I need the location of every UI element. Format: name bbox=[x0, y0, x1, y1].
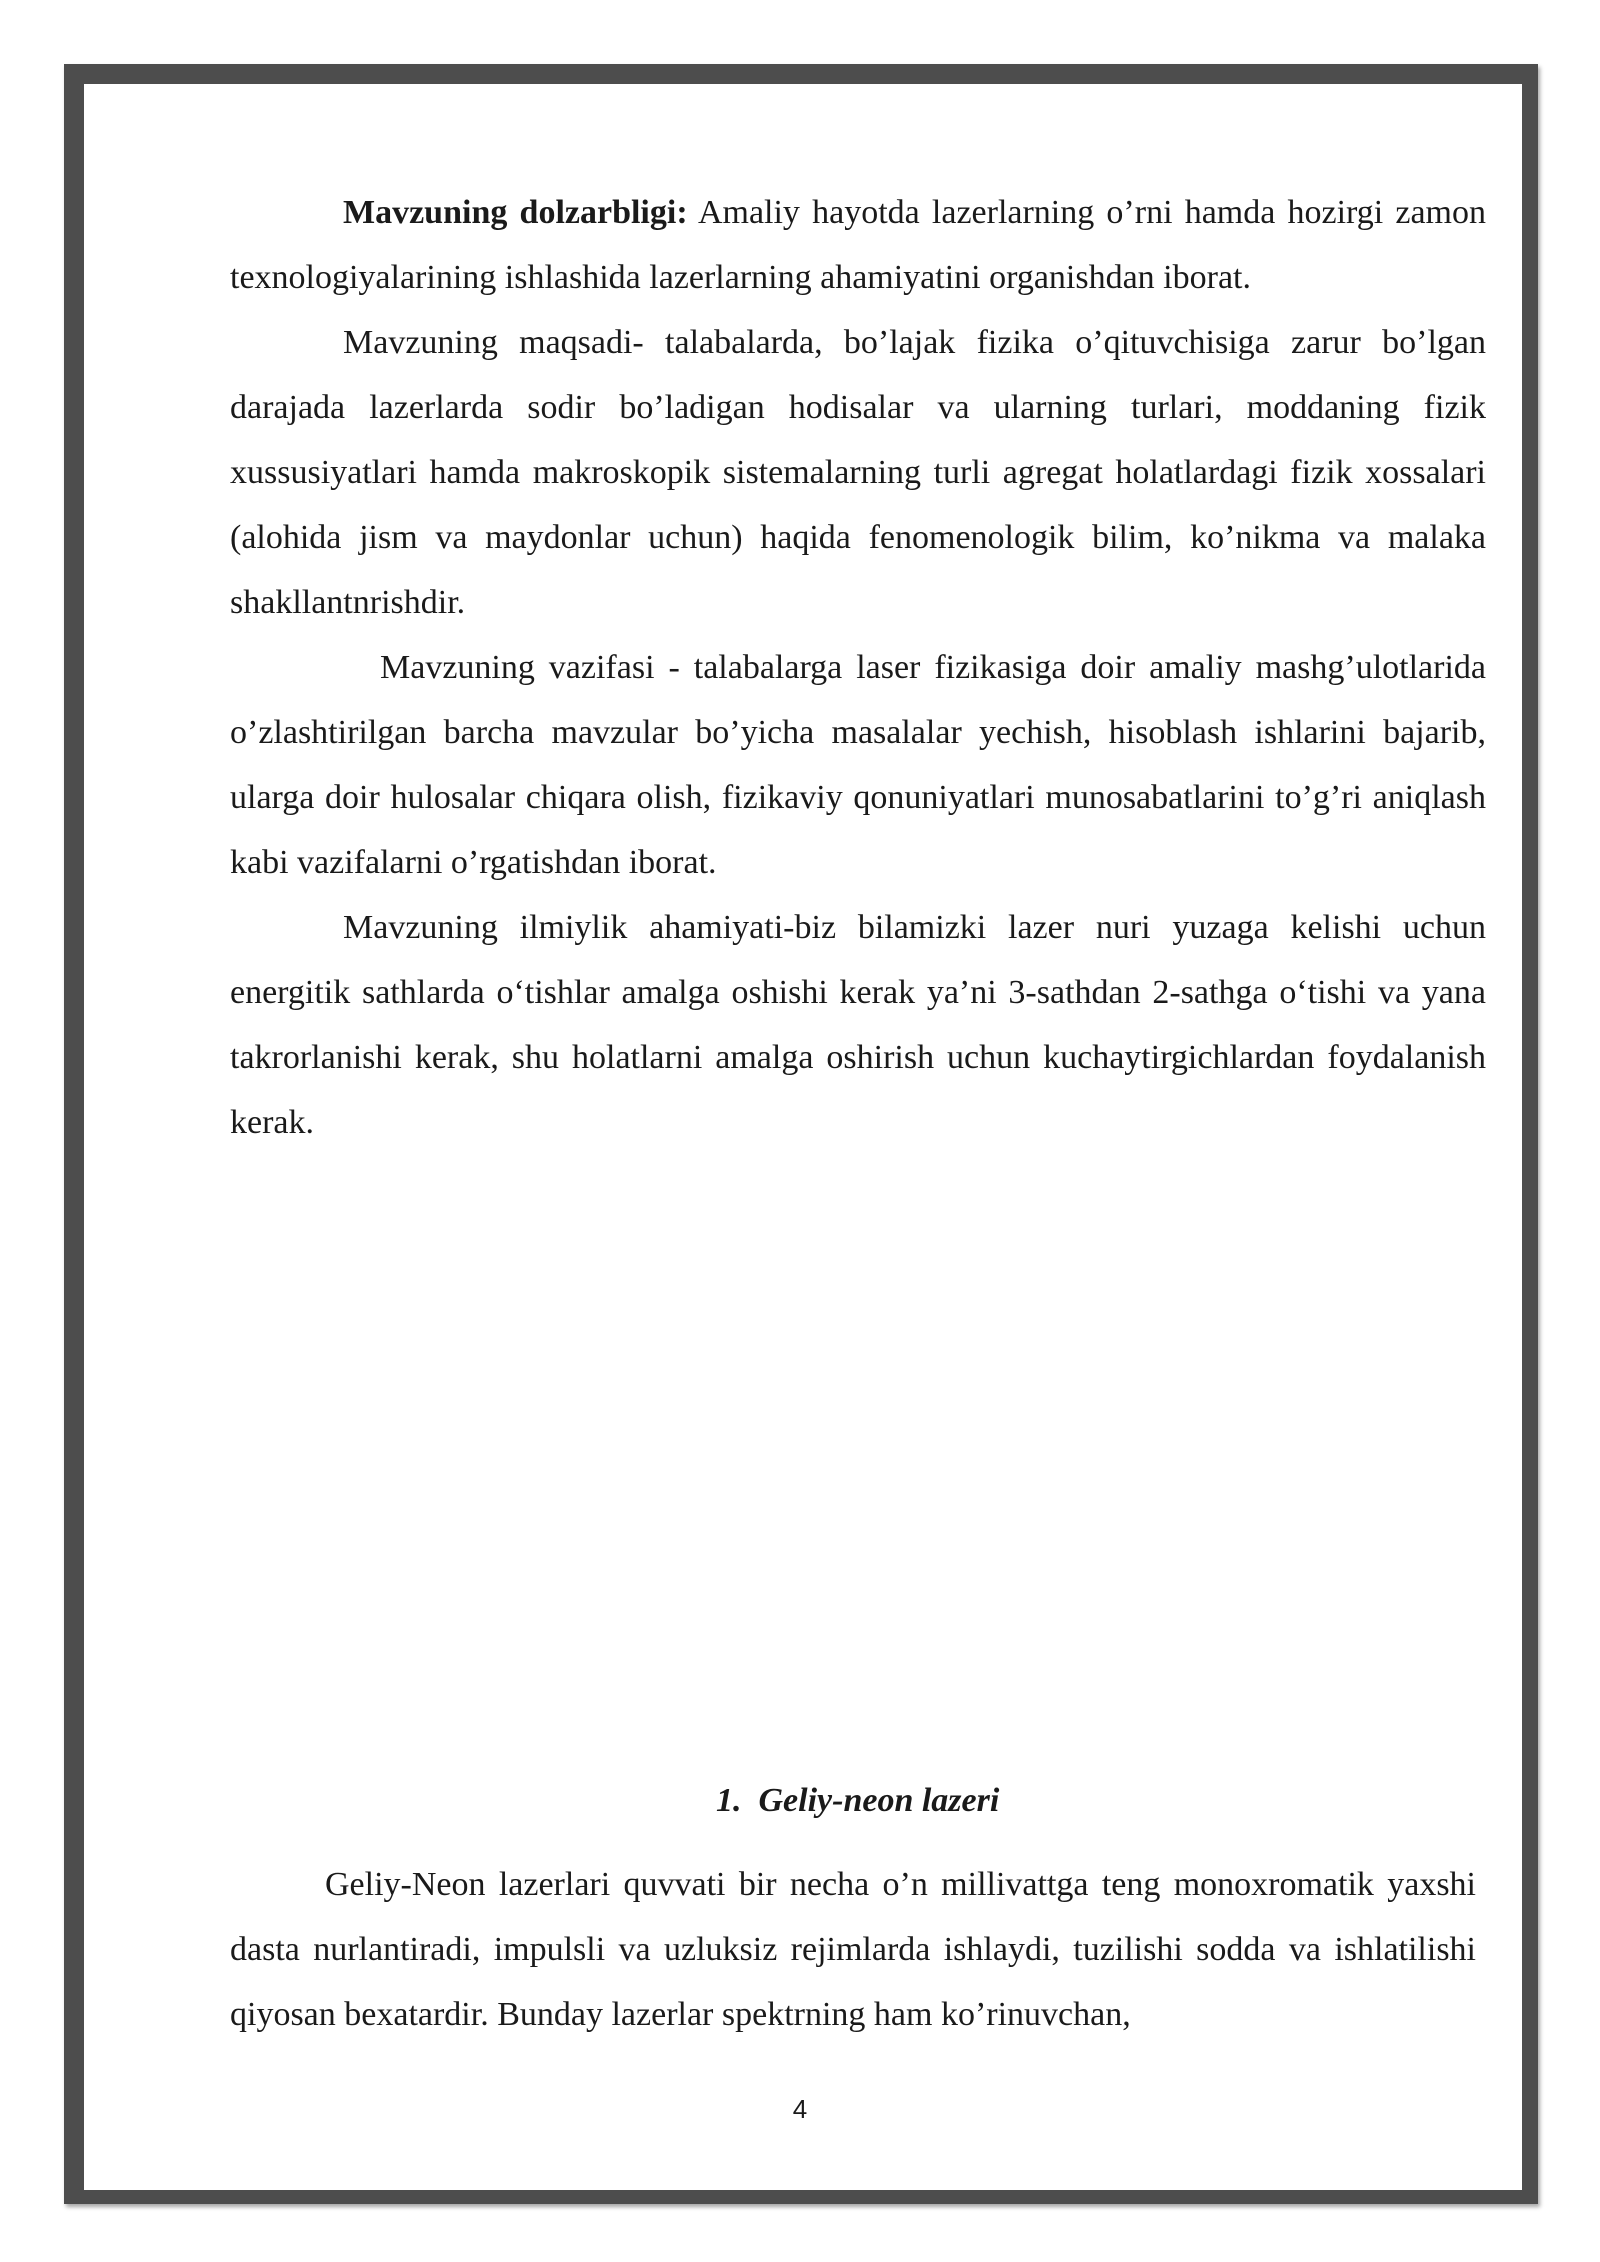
relevance-heading: Mavzuning dolzarbligi: bbox=[343, 194, 688, 231]
paragraph-relevance bbox=[230, 180, 1486, 310]
section-text-block bbox=[230, 1852, 1476, 2047]
paragraph-goal: Mavzuning maqsadi- talabalarda, bo’lajak fizika o’qituvchisiga zarur bo’lgan darajada lazerlarda sodir bo’ladigan hodisalar va ularning turlari, moddaning fizik xussusiyatlari hamda makroskopik sistemalarning turli agregat holatlardagi fizik xossalari (alohida jism va maydonlar uchun) haqida fenomenologik bilim, ko’nikma va malaka shakllantnrishdir. bbox=[230, 324, 1486, 621]
paragraph-significance: Mavzuning ilmiylik ahamiyati-biz bilamizki lazer nuri yuzaga kelishi uchun energitik sathlarda o‘tishlar amalga oshishi kerak ya’ni 3-sathdan 2-sathga o‘tishi va yana takrorlanishi kerak, shu holatlarni amalga oshirish uchun kuchaytirgichlardan foydalanish kerak. bbox=[230, 909, 1486, 1141]
section-number: 1. bbox=[716, 1782, 742, 1819]
relevance-text: Amaliy hayotda lazerlarning o’rni hamda hozirgi zamon texnologiyalarining ishlashida lazerlarning ahamiyatini organishdan iborat. bbox=[230, 194, 1486, 296]
intro-text-block bbox=[230, 180, 1486, 1155]
section-heading bbox=[716, 1768, 1316, 1833]
section-title: Geliy-neon lazeri bbox=[758, 1782, 1000, 1819]
paragraph-task: Mavzuning vazifasi - talabalarga laser fizikasiga doir amaliy mashg’ulotlarida o’zlashtirilgan barcha mavzular bo’yicha masalalar yechish, hisoblash ishlarini bajarib, ularga doir hulosalar chiqara olish, fizikaviy qonuniyatlari munosabatlarini to’g’ri aniqlash kabi vazifalarni o’rgatishdan iborat. bbox=[230, 649, 1486, 881]
paragraph-geliy-neon: Geliy-Neon lazerlari quvvati bir necha o’n millivattga teng monoxromatik yaxshi dasta nurlantiradi, impulsli va uzluksiz rejimlarda ishlaydi, tuzilishi sodda va ishlatilishi qiyosan bexatardir. Bunday lazerlar spektrning ham ko’rinuvchan, bbox=[230, 1866, 1476, 2033]
page-number: 4 bbox=[792, 2094, 808, 2124]
